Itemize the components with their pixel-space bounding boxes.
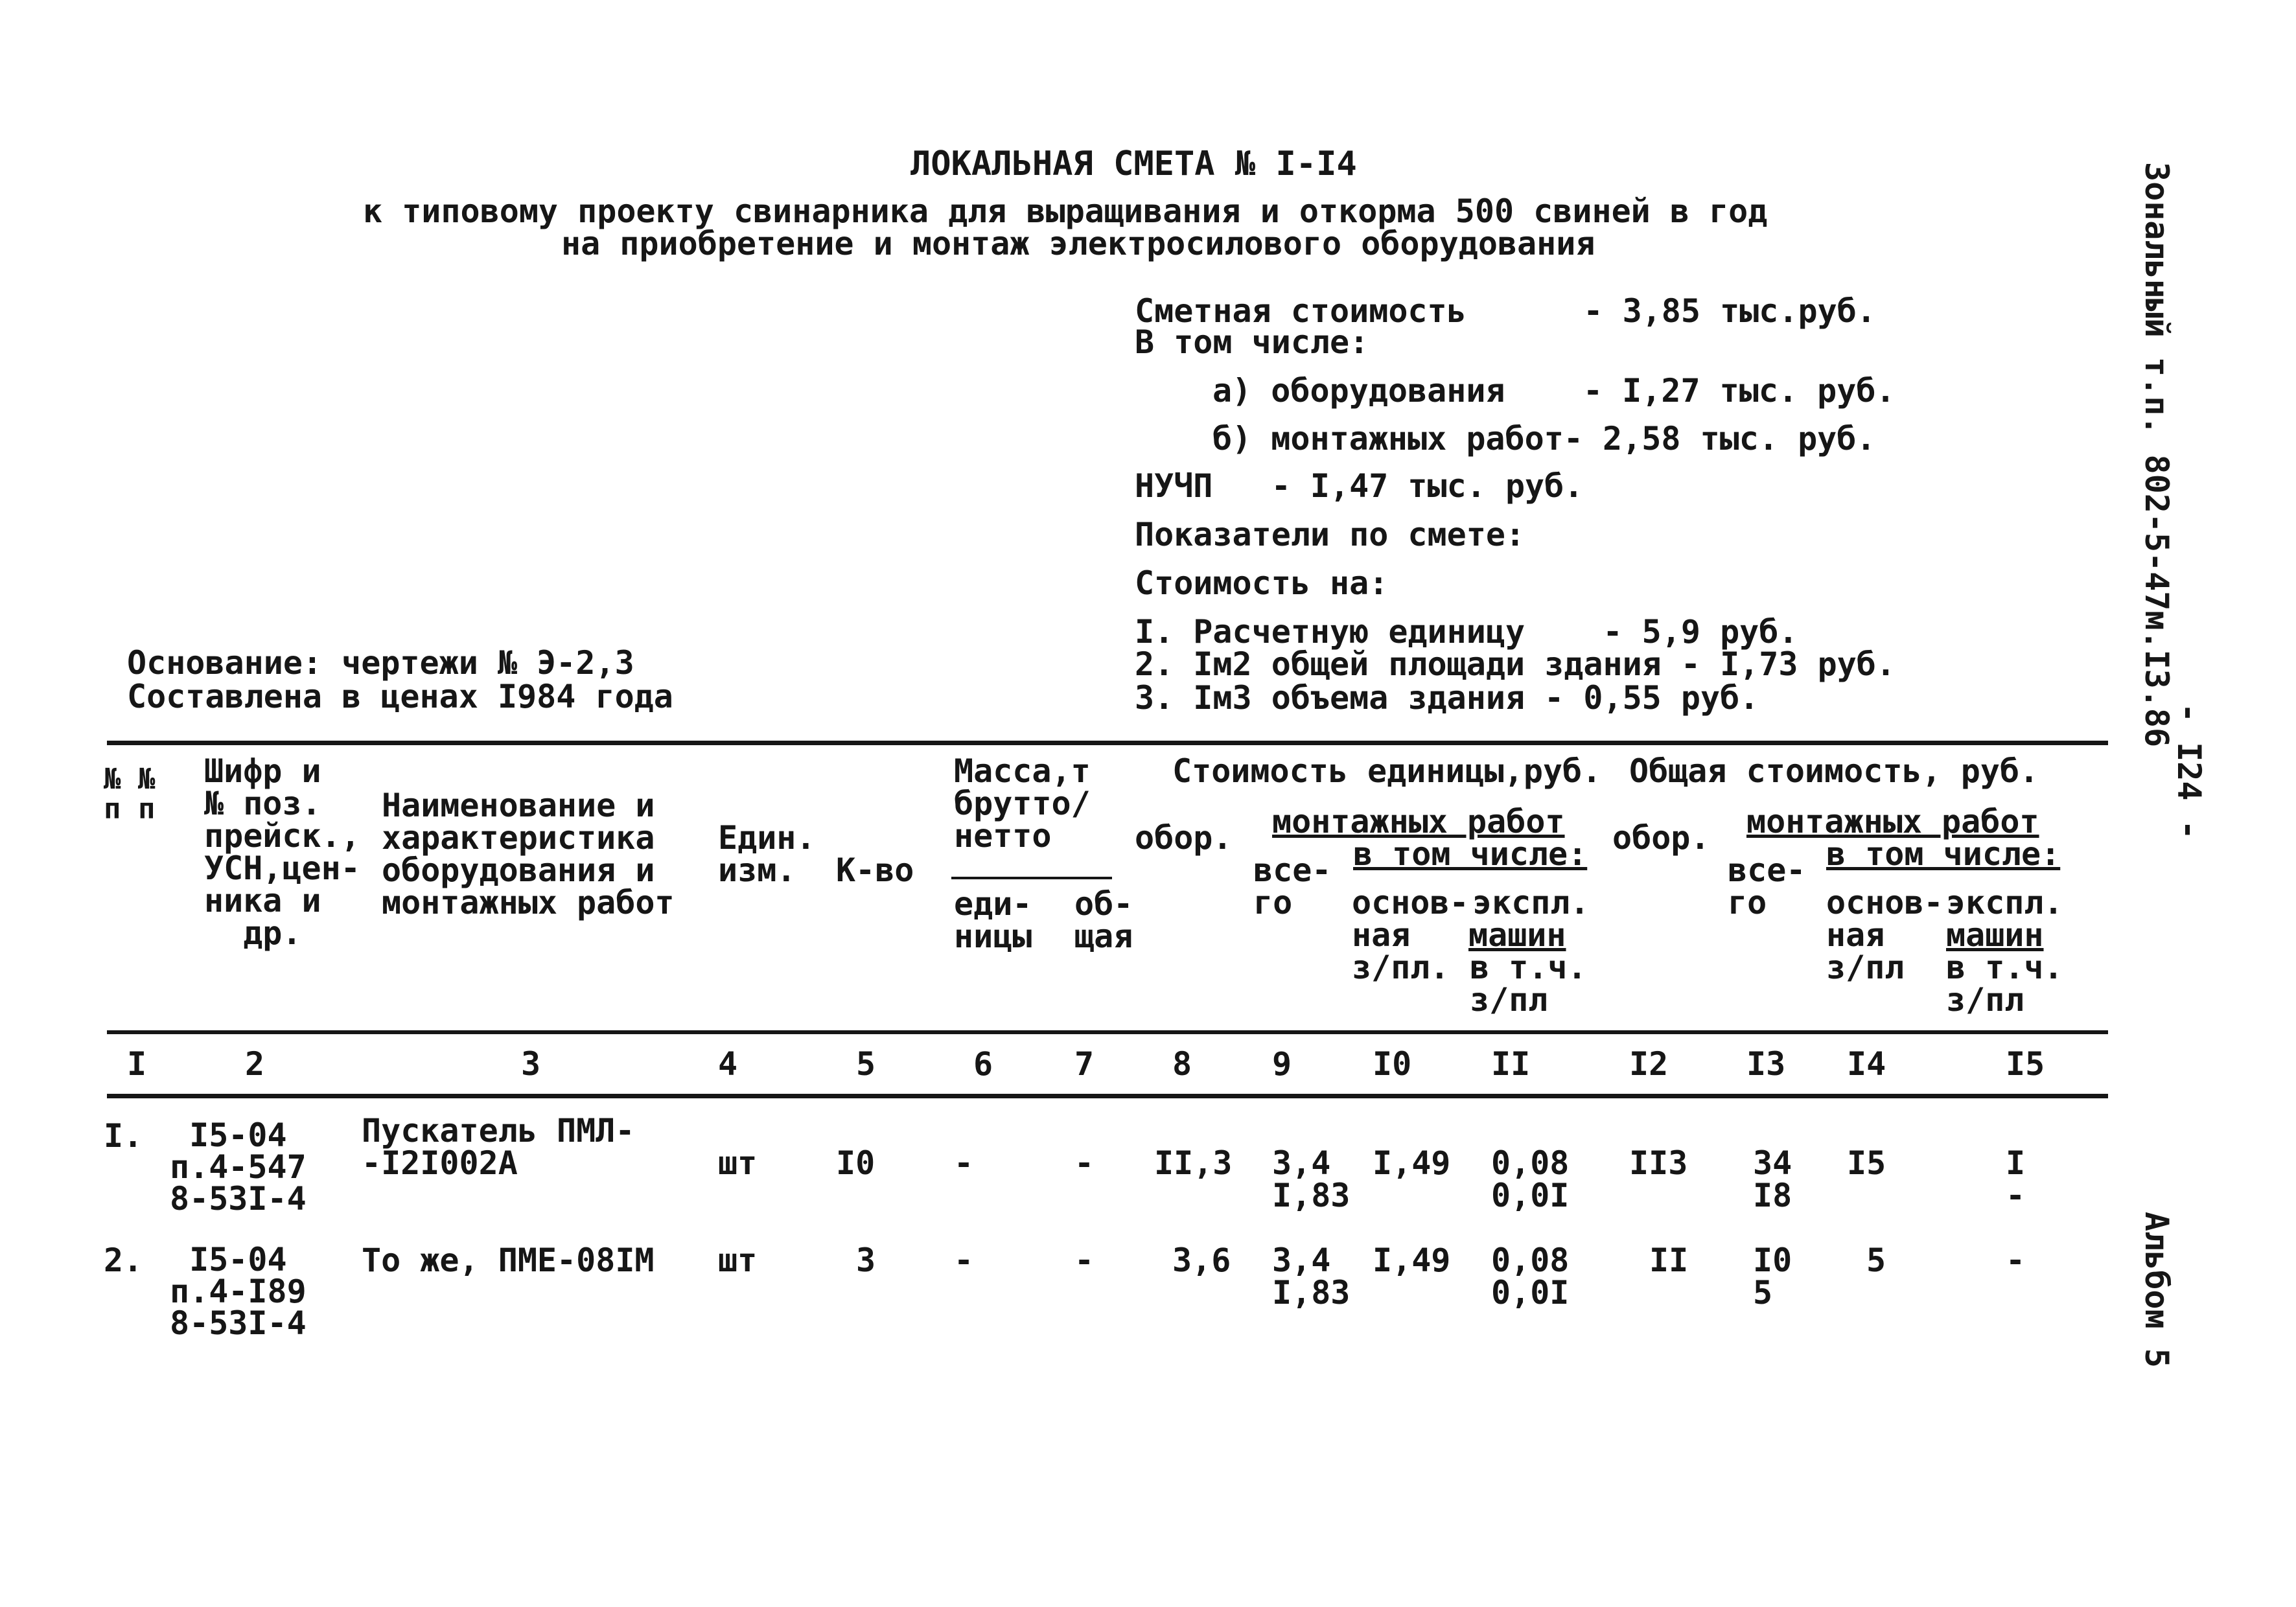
header-unit-cost: Стоимость единицы,руб. bbox=[1172, 752, 1602, 790]
row-1-machines: 0,08 0,0I bbox=[1491, 1144, 1570, 1214]
column-number-7: 7 bbox=[1074, 1045, 1095, 1083]
column-number-11: II bbox=[1491, 1045, 1531, 1083]
column-numbers-rule bbox=[107, 1094, 2108, 1098]
row-2-code: I5-04 п.4-I89 8-53I-4 bbox=[170, 1241, 307, 1342]
column-number-10: I0 bbox=[1373, 1045, 1412, 1083]
header-bottom-rule bbox=[107, 1030, 2108, 1034]
column-number-12: I2 bbox=[1629, 1045, 1669, 1083]
column-number-5: 5 bbox=[856, 1045, 876, 1083]
row-2-number: 2. bbox=[104, 1242, 143, 1279]
header-unit-equipment: обор. bbox=[1135, 819, 1233, 857]
header-unit-including: в том числе: bbox=[1353, 835, 1588, 873]
header-unit-machines-sub: машин bbox=[1468, 916, 1566, 954]
row-2-quantity: 3 bbox=[856, 1242, 876, 1279]
row-2-base-pay: I,49 bbox=[1373, 1242, 1451, 1279]
row-1-name: Пускатель ПМЛ- -I2I002А bbox=[362, 1112, 635, 1182]
row-1-code: I5-04 п.4-547 8-53I-4 bbox=[170, 1116, 307, 1218]
nuchp-cost: НУЧП - I,47 тыс. руб. bbox=[1135, 467, 1584, 505]
row-1-mass-total: - bbox=[1074, 1144, 1095, 1182]
row-2-equipment-cost: 3,6 bbox=[1172, 1242, 1231, 1279]
header-row-number: № № п п bbox=[104, 763, 156, 826]
row-1-installation-total: 3,4 I,83 bbox=[1272, 1144, 1351, 1214]
document-subtitle: к типовому проекту свинарника для выращивания и откорма 500 свиней в год bbox=[363, 192, 1768, 230]
row-1-total-installation: 34 I8 bbox=[1753, 1144, 1792, 1214]
document-title: ЛОКАЛЬНАЯ СМЕТА № I-I4 bbox=[910, 145, 1357, 183]
including-label: В том числе: bbox=[1135, 323, 1369, 361]
estimated-cost: Сметная стоимость - 3,85 тыс.руб. bbox=[1135, 292, 1876, 330]
header-mass-unit: еди- ницы bbox=[954, 885, 1032, 955]
cost-per-m2: 2. Iм2 общей площади здания - I,73 руб. bbox=[1135, 645, 1896, 683]
row-1-total-machines: I - bbox=[2006, 1144, 2026, 1214]
basis-prices: Составлена в ценах I984 года bbox=[127, 678, 673, 715]
row-2-mass-unit: - bbox=[954, 1242, 974, 1279]
header-mass-total: об- щая bbox=[1074, 885, 1133, 955]
column-number-1: I bbox=[127, 1045, 147, 1083]
column-number-8: 8 bbox=[1172, 1045, 1192, 1083]
column-number-13: I3 bbox=[1746, 1045, 1786, 1083]
column-number-2: 2 bbox=[245, 1045, 265, 1083]
row-2-total-installation: I0 5 bbox=[1753, 1242, 1792, 1312]
row-1-number: I. bbox=[104, 1117, 143, 1155]
column-number-6: 6 bbox=[973, 1045, 993, 1083]
header-total-base-pay: основ- ная з/пл bbox=[1826, 884, 1943, 986]
column-number-9: 9 bbox=[1272, 1045, 1292, 1083]
row-2-total-machines: - bbox=[2006, 1242, 2026, 1279]
column-number-3: 3 bbox=[521, 1045, 541, 1083]
header-name: Наименование и характеристика оборудования и монтажных работ bbox=[382, 787, 675, 921]
header-unit-machines-pay: в т.ч. з/пл bbox=[1470, 949, 1587, 1019]
header-unit: Един. изм. bbox=[718, 819, 816, 889]
page-number: - I24 - bbox=[2170, 703, 2208, 840]
header-code: Шифр и № поз. прейск., УСН,цен- ника и др. bbox=[204, 752, 360, 952]
row-2-unit: шт bbox=[718, 1242, 758, 1279]
header-total-installation: монтажных работ bbox=[1746, 803, 2039, 840]
header-unit-machines: экспл. bbox=[1472, 884, 1590, 921]
column-number-15: I5 bbox=[2006, 1045, 2045, 1083]
row-2-total-base-pay: 5 bbox=[1866, 1242, 1886, 1279]
row-1-total-base-pay: I5 bbox=[1847, 1144, 1886, 1182]
header-total-cost: Общая стоимость, руб. bbox=[1629, 752, 2039, 790]
row-2-mass-total: - bbox=[1074, 1242, 1095, 1279]
header-total-total: все- го bbox=[1728, 851, 1806, 921]
header-total-including: в том числе: bbox=[1826, 835, 2061, 873]
header-unit-base-pay: основ- ная з/пл. bbox=[1352, 884, 1469, 986]
cost-per-m3: 3. IмЗ объема здания - 0,55 руб. bbox=[1135, 679, 1759, 717]
column-number-4: 4 bbox=[718, 1045, 738, 1083]
header-total-equipment: обор. bbox=[1612, 819, 1710, 857]
row-2-machines: 0,08 0,0I bbox=[1491, 1242, 1570, 1312]
row-1-base-pay: I,49 bbox=[1373, 1144, 1451, 1182]
header-total-machines-pay: в т.ч. з/пл bbox=[1946, 949, 2063, 1019]
indicators-label: Показатели по смете: bbox=[1135, 516, 1525, 553]
mass-header-rule bbox=[951, 877, 1112, 879]
table-top-rule bbox=[107, 741, 2108, 745]
row-1-mass-unit: - bbox=[954, 1144, 974, 1182]
header-mass: Масса,т брутто/ нетто bbox=[954, 752, 1091, 855]
cost-per-unit: I. Расчетную единицу - 5,9 руб. bbox=[1135, 613, 1798, 651]
row-2-name: То же, ПМЕ-08IМ bbox=[362, 1242, 655, 1279]
equipment-cost: а) оборудования - I,27 тыс. руб. bbox=[1212, 372, 1896, 410]
header-unit-total: все- го bbox=[1253, 851, 1332, 921]
row-2-total-equipment: II bbox=[1649, 1242, 1689, 1279]
header-quantity: К-во bbox=[836, 851, 914, 889]
column-number-14: I4 bbox=[1847, 1045, 1886, 1083]
header-total-machines-sub: машин bbox=[1946, 916, 2044, 954]
header-unit-installation: монтажных работ bbox=[1272, 803, 1565, 840]
album-label: Альбом 5 bbox=[2138, 1212, 2175, 1368]
header-total-machines: экспл. bbox=[1946, 884, 2063, 921]
row-1-quantity: I0 bbox=[836, 1144, 875, 1182]
margin-project-code: Зональный т.п. 802-5-47м.I3.86 bbox=[2138, 162, 2175, 748]
installation-cost: б) монтажных работ- 2,58 тыс. руб. bbox=[1212, 420, 1876, 457]
cost-per-label: Стоимость на: bbox=[1135, 564, 1389, 602]
basis-drawings: Основание: чертежи № Э-2,3 bbox=[127, 644, 634, 682]
row-2-installation-total: 3,4 I,83 bbox=[1272, 1242, 1351, 1312]
row-1-total-equipment: II3 bbox=[1629, 1144, 1688, 1182]
row-1-equipment-cost: II,3 bbox=[1154, 1144, 1233, 1182]
document-subtitle-purpose: на приобретение и монтаж электросилового оборудования bbox=[561, 225, 1595, 262]
row-1-unit: шт bbox=[718, 1144, 758, 1182]
